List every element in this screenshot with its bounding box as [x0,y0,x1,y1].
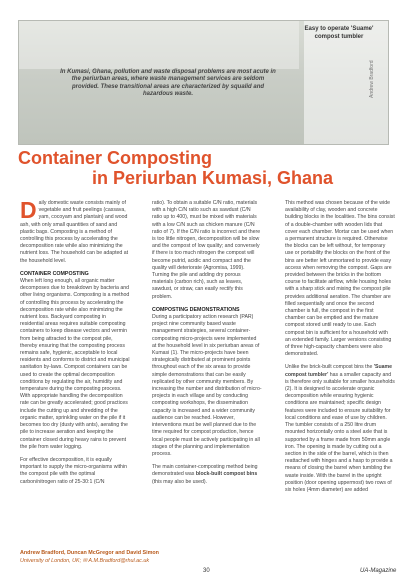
paragraph-text: (this may also be used). [152,478,208,485]
author-affiliation: University of London, UK; ✉ A.M.Bradford@rhul.ac.uk [20,558,150,564]
photo-background-area [19,21,299,69]
drop-cap: D [20,197,37,223]
bold-text: block-built compost bins [195,471,258,478]
paragraph: During a participatory action research (PAR) project nine community based waste management strategies, several container-composting micro-projects were implemented at the household level in six periurban areas of Kumasi (1). The micro-projects have been strategically distributed at prominent points throughout each of the six areas to provide simple demonstrations that can be easily replicated by other community members. By increasing the number and distribution of micro-projects in each village and by conducting composting workshops, the dissemination capacity is increased and a wider community audience can be reached. However, interventions must be well planned due to the time required for compost production, hence local people must be actively participating in all stages of the planning and implementation process. [152,314,262,457]
magazine-name: UA-Magazine [360,568,397,574]
paragraph-text: aily domestic waste consists mainly of vegetable and fruit peelings (cassava, yam, cocoyam and plantain) and wood ash, with only small quantities of sand and plastic bags. Composting is a method of controlling this process by accelerating the decomposition rate while also minimizing the nutrient loss. The household can be adapted at the household level. [20,200,129,264]
paragraph: This method was chosen because of the wide availability of clay, wooden and concrete building blocks in the localities. The bins consist of a double-chamber with wooden lids that cover each chamber. Mortar can be used when a permanent structure is required. Otherwise the blocks can be left without, for temporary use or portability the blocks on the front of the bins are better left unmortared to provide easy access when removing the compost. Gaps are provided between the bricks in the bottom course to facilitate airflow, while housing holes with a sharp stick and mixing the compost pile provides additional aeration. The chamber are filled sequentially and once the second chamber is full, the compost in the first chamber can be emptied and the mature compost stored until ready to use. Each compost bin is sufficient for a household with an extended family. Larger versions consisting of three high-capacity chambers were also demonstrated. [285,200,395,358]
article-title-line-1: Container Composting [18,148,212,168]
article-column-1 [20,197,130,492]
author-names: Andrew Bradford, Duncan McGregor and David Simon [20,550,159,556]
paragraph: For effective decomposition, it is equally important to supply the micro-organisms within the compost pile with the optimal carbon/nitrogen ratio of 25-30:1 (C/N [20,456,127,485]
paragraph: When left long enough, all organic matter decomposes due to breakdown by bacteria and other living organisms. Composting is a method of controlling this process by accelerating the decomposition rate while also minimizing the nutrient loss. Backyard composting in residential areas requires suitable composting containers to keep disease vectors and vermin from being attracted to the compost pile, thereby ensuring that the composting process remains safe, hygienic, acceptable to local residents and conforms to district and municipal sanitation by-laws. Compost containers can be used to create the optimal decomposition conditions by regulating the air, humidity and temperature during the composting process. With appropriate handling the decomposition rate can be greatly accelerated; good practices include the cutting up and shredding of the organic matter, sprinkling water on the pile if it becomes too dry (dusty with ants), aerating the pile to increase aeration and keeping the container closed during heavy rains to prevent the pile from water logging. [20,278,130,450]
bold-text: 'Suame compost tumbler' [285,364,393,378]
section-heading: CONTAINER COMPOSTING [20,270,89,277]
article-column-3 [285,200,395,500]
page-number: 30 [203,568,210,574]
section-heading: COMPOSTING DEMONSTRATIONS [152,306,240,313]
paragraph-text: The main container-composting method being demonstrated was [152,464,258,478]
photo-caption-left: In Kumasi, Ghana, pollution and waste disposal problems are most acute in the periurban areas, where waste management services are seldom provided. These transitional areas are characterized by squalid and hazardous waste. [60,69,276,97]
photo-caption-right: Easy to operate 'Suame' compost tumbler [304,26,374,40]
paragraph [285,364,395,494]
article-column-2 [152,200,262,492]
paragraph-text: has a smaller capacity and is therefore only suitable for smaller households (2). It is designed to accelerate organic decomposition while ensuring hygienic conditions are maintained; specific design features were included to ensure suitability for local conditions and ease of use by children. The tumbler consists of a 250 litre drum mounted horizontally onto a steel axle that is supported by a frame made from 50mm angle iron. The opening is made by cutting out a section in the side of the barrel, which is then reattached with hinges and a hasp to provide a means of closing the barrel when tumbling the waste inside. With the barrel in the upright position (door opening uppermost) two rows of six holes (4mm diameter) are added [285,371,395,493]
photo-credit: Andrew Bradford [369,60,375,98]
paragraph [20,197,130,265]
paragraph-text: Unlike the brick-built compost bins the [285,364,374,371]
paragraph [152,464,262,486]
paragraph: ratio). To obtain a suitable C/N ratio, materials with a high C/N ratio such as sawdust (C/N ratio up to 400), must be mixed with materials with a low C/N such as chicken manure (C/N ratio of 7). If the C/N ratio is incorrect and there is too little nitrogen, decomposition will be slow and the compost of low quality; and conversely if there is too much nitrogen the compost will become putrid, acidic and compact and the quality will deteriorate (Agromisa, 1999). Turning the pile and adding dry porous materials (carbon rich), such as leaves, sawdust, or straw, can easily rectify this problem. [152,200,261,300]
article-title-line-2: in Periurban Kumasi, Ghana [92,168,334,188]
